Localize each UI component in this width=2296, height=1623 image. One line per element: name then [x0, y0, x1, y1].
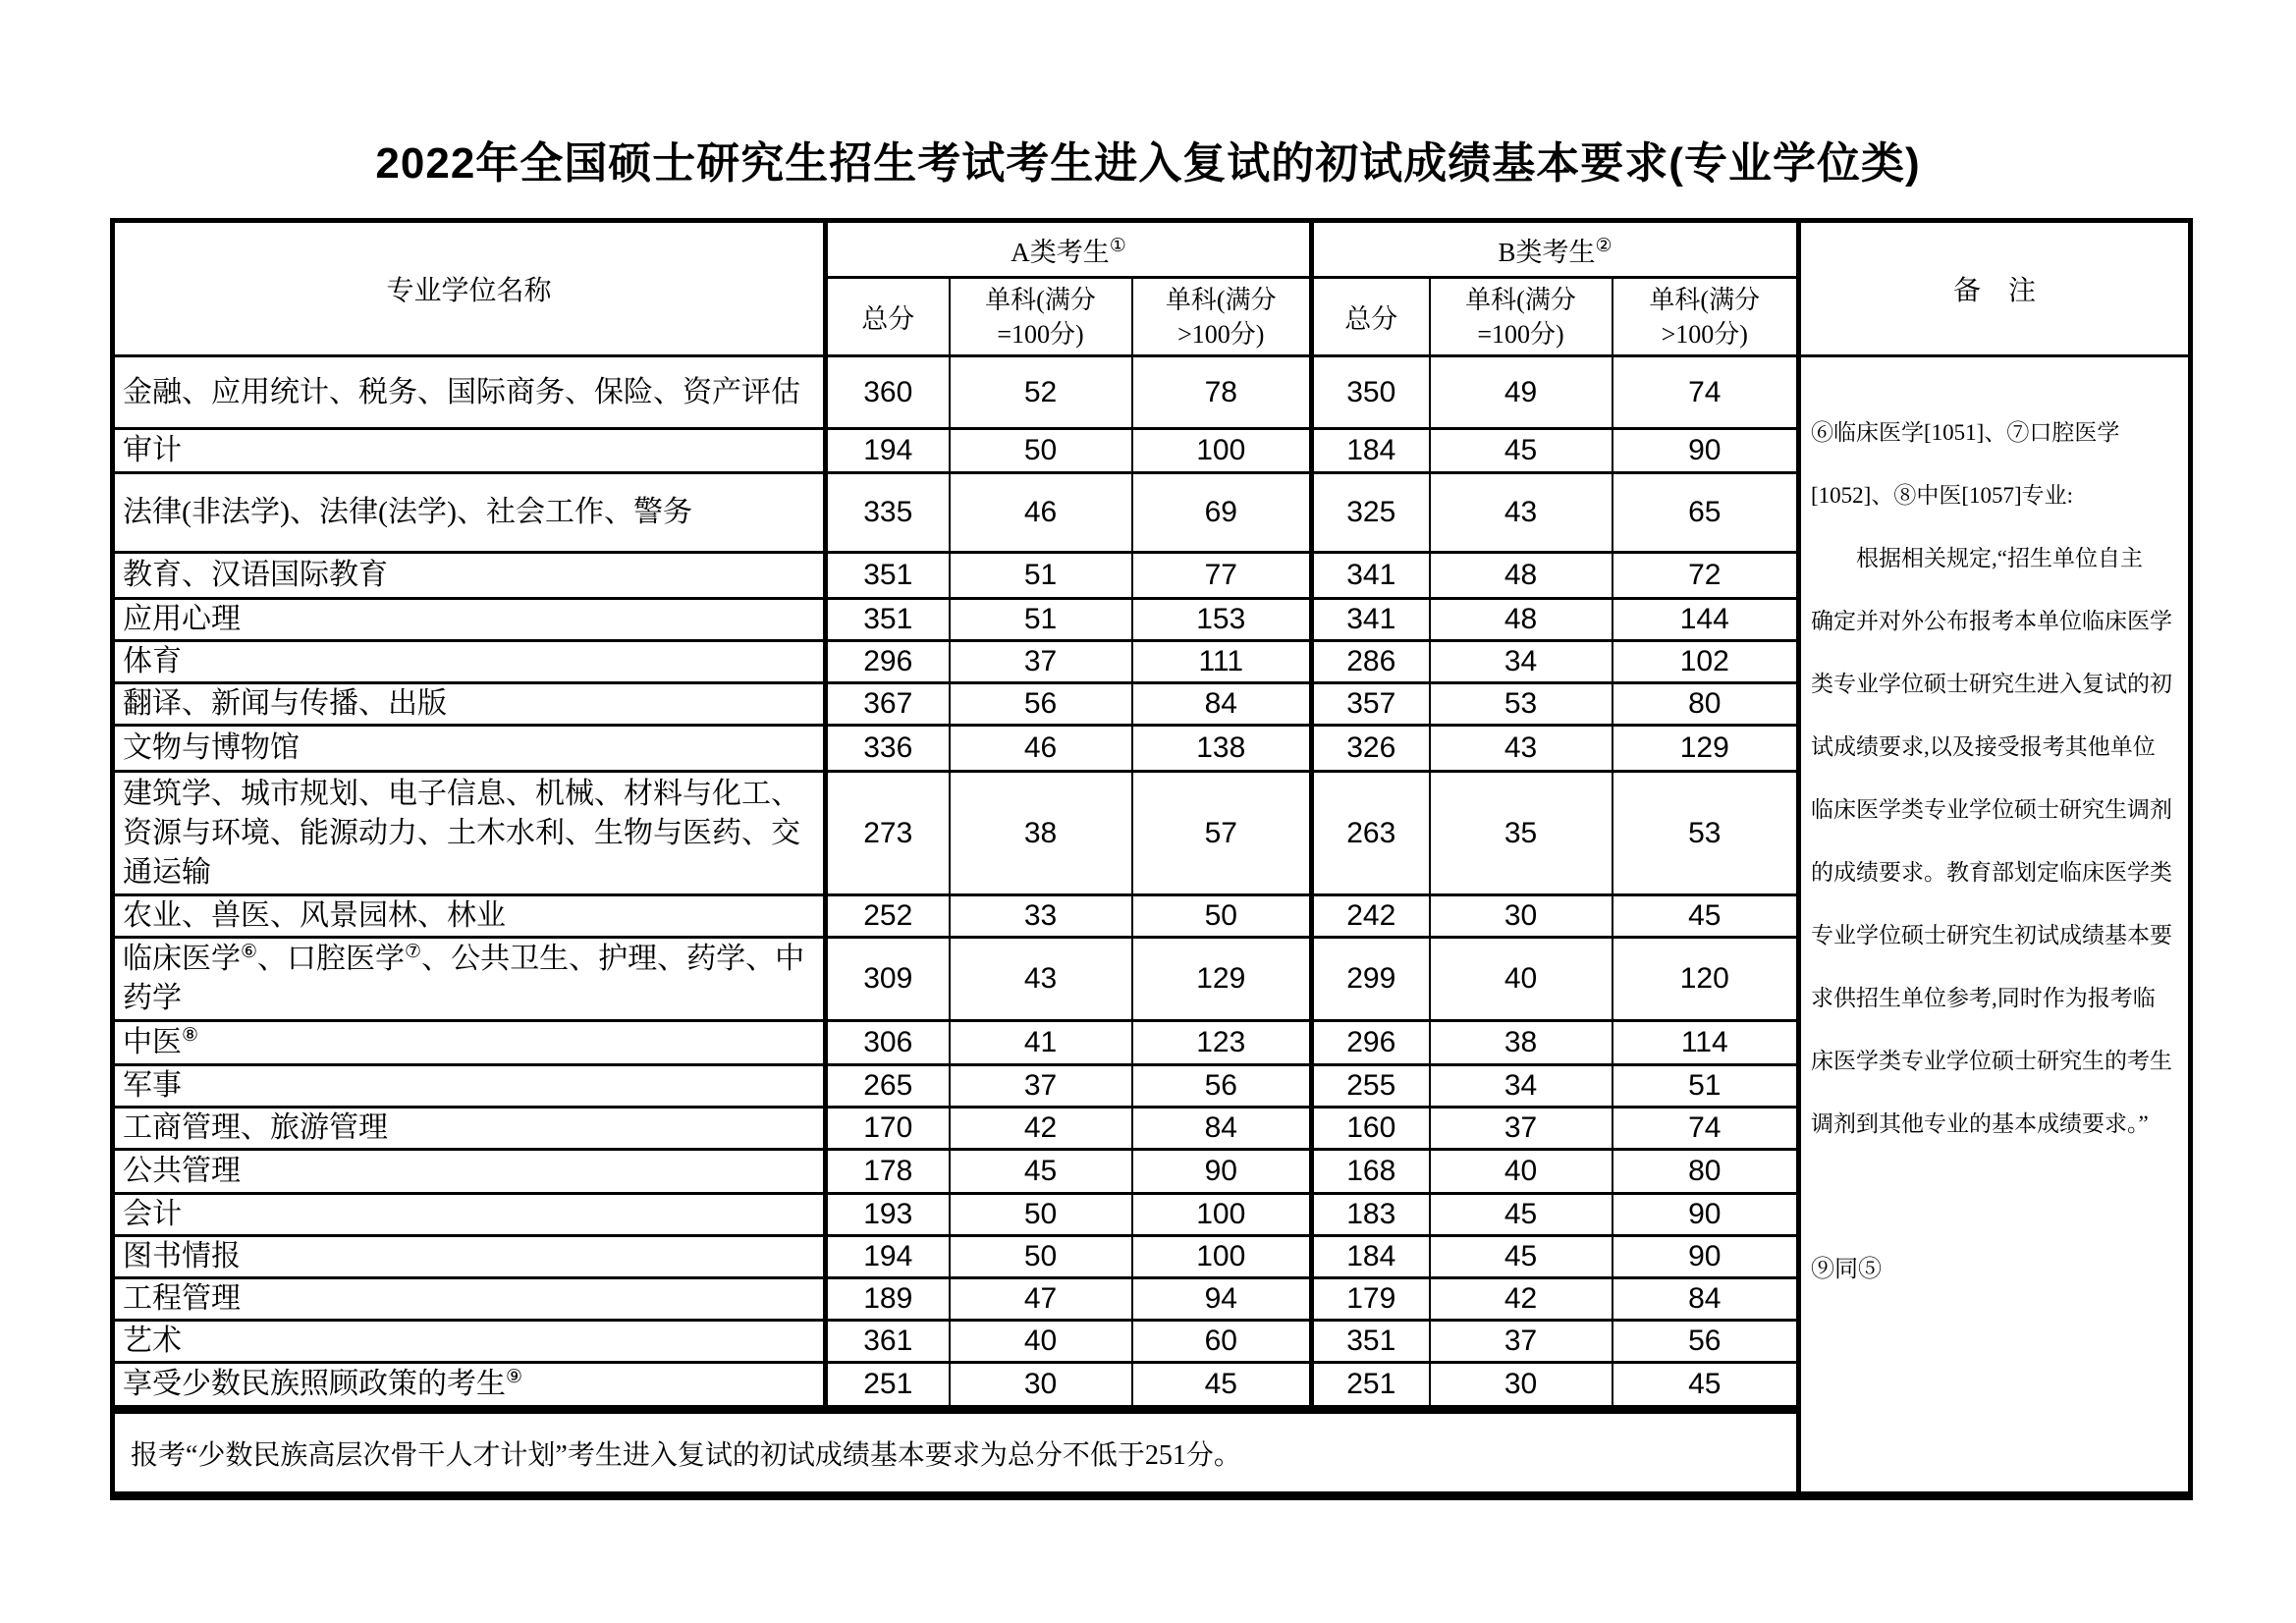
cell-b-eq100: 43 [1430, 473, 1613, 553]
header-b-eq100-line1: 单科(满分 [1465, 285, 1576, 314]
cell-b-gt100: 129 [1613, 726, 1799, 772]
cell-b-eq100: 35 [1430, 772, 1613, 895]
cell-a-total: 336 [826, 726, 950, 772]
cell-a-gt100: 60 [1132, 1321, 1312, 1363]
cell-b-gt100: 102 [1613, 641, 1799, 683]
cell-degree-name: 应用心理 [113, 599, 826, 641]
remark-line: 的成绩要求。教育部划定临床医学类 [1811, 860, 2173, 885]
cell-degree-name: 文物与博物馆 [113, 726, 826, 772]
cell-b-eq100: 38 [1430, 1021, 1613, 1065]
cell-a-gt100: 90 [1132, 1150, 1312, 1194]
cell-degree-name: 法律(非法学)、法律(法学)、社会工作、警务 [113, 473, 826, 553]
cell-b-eq100: 49 [1430, 356, 1613, 429]
header-b-eq100 [1430, 278, 1613, 356]
cell-b-total: 263 [1312, 772, 1430, 895]
header-a-total: 总分 [826, 278, 950, 356]
cell-b-gt100: 51 [1613, 1065, 1799, 1108]
cell-b-gt100: 90 [1613, 429, 1799, 473]
cell-a-total: 193 [826, 1194, 950, 1236]
cell-b-gt100: 74 [1613, 356, 1799, 429]
cell-a-total: 309 [826, 938, 950, 1021]
header-row-groups [113, 221, 2191, 278]
cell-degree-name: 会计 [113, 1194, 826, 1236]
remark-line: 确定并对外公布报考本单位临床医学 [1811, 609, 2173, 633]
cell-b-total: 350 [1312, 356, 1430, 429]
remark-line: 试成绩要求,以及接受报考其他单位 [1811, 734, 2156, 759]
cell-b-eq100: 40 [1430, 1150, 1613, 1194]
cell-a-total: 170 [826, 1108, 950, 1150]
cell-a-eq100: 38 [950, 772, 1132, 895]
header-group-a-label: A类考生 [1011, 237, 1110, 267]
cell-b-gt100: 144 [1613, 599, 1799, 641]
header-group-a [826, 221, 1312, 278]
remark-line: ⑥临床医学[1051]、⑦口腔医学 [1811, 420, 2120, 445]
cell-degree-name: 翻译、新闻与传播、出版 [113, 683, 826, 726]
cell-b-total: 242 [1312, 895, 1430, 938]
header-b-total: 总分 [1312, 278, 1430, 356]
cell-a-eq100: 37 [950, 641, 1132, 683]
cell-b-gt100: 120 [1613, 938, 1799, 1021]
cell-b-gt100: 53 [1613, 772, 1799, 895]
cell-b-total: 184 [1312, 429, 1430, 473]
header-b-eq100-line2: =100分) [1477, 319, 1564, 349]
header-group-b-label: B类考生 [1498, 237, 1596, 267]
cell-b-eq100: 42 [1430, 1278, 1613, 1321]
cell-a-gt100: 94 [1132, 1278, 1312, 1321]
cell-degree-name: 审计 [113, 429, 826, 473]
cell-a-total: 252 [826, 895, 950, 938]
cell-b-total: 351 [1312, 1321, 1430, 1363]
cell-degree-name: 临床医学⑥、口腔医学⑦、公共卫生、护理、药学、中药学 [113, 938, 826, 1021]
cell-a-gt100: 78 [1132, 356, 1312, 429]
table-row [113, 356, 2191, 429]
cell-a-eq100: 30 [950, 1363, 1132, 1410]
remark-text [1801, 357, 2188, 1285]
header-b-gt100-line2: >100分) [1661, 319, 1748, 349]
cell-a-total: 306 [826, 1021, 950, 1065]
cell-a-eq100: 56 [950, 683, 1132, 726]
cell-a-gt100: 57 [1132, 772, 1312, 895]
cell-b-eq100: 45 [1430, 429, 1613, 473]
cell-a-total: 351 [826, 553, 950, 599]
header-a-eq100 [950, 278, 1132, 356]
cell-a-total: 251 [826, 1363, 950, 1410]
cell-degree-name: 金融、应用统计、税务、国际商务、保险、资产评估 [113, 356, 826, 429]
cell-b-gt100: 72 [1613, 553, 1799, 599]
cell-a-total: 335 [826, 473, 950, 553]
remark-line: 床医学类专业学位硕士研究生的考生 [1811, 1049, 2173, 1073]
score-table [110, 218, 2193, 1500]
header-group-a-sup: ① [1109, 235, 1126, 256]
cell-b-gt100: 45 [1613, 1363, 1799, 1410]
header-a-eq100-line2: =100分) [997, 319, 1084, 349]
header-b-gt100 [1613, 278, 1799, 356]
remark-content [1799, 356, 2191, 1496]
cell-a-eq100: 33 [950, 895, 1132, 938]
header-a-gt100-line1: 单科(满分 [1165, 285, 1277, 314]
cell-a-total: 194 [826, 429, 950, 473]
cell-b-total: 325 [1312, 473, 1430, 553]
cell-a-gt100: 50 [1132, 895, 1312, 938]
cell-a-total: 361 [826, 1321, 950, 1363]
cell-a-gt100: 100 [1132, 1236, 1312, 1278]
cell-b-total: 160 [1312, 1108, 1430, 1150]
cell-b-total: 251 [1312, 1363, 1430, 1410]
cell-a-gt100: 138 [1132, 726, 1312, 772]
cell-a-total: 351 [826, 599, 950, 641]
cell-a-eq100: 46 [950, 726, 1132, 772]
header-degree-name: 专业学位名称 [113, 221, 826, 356]
cell-a-eq100: 37 [950, 1065, 1132, 1108]
cell-b-total: 184 [1312, 1236, 1430, 1278]
cell-degree-name: 体育 [113, 641, 826, 683]
cell-b-gt100: 90 [1613, 1194, 1799, 1236]
cell-degree-name: 享受少数民族照顾政策的考生⑨ [113, 1363, 826, 1410]
cell-a-total: 265 [826, 1065, 950, 1108]
cell-degree-name: 工程管理 [113, 1278, 826, 1321]
cell-b-eq100: 37 [1430, 1321, 1613, 1363]
cell-b-gt100: 84 [1613, 1278, 1799, 1321]
cell-b-eq100: 40 [1430, 938, 1613, 1021]
cell-b-gt100: 80 [1613, 1150, 1799, 1194]
cell-degree-name: 教育、汉语国际教育 [113, 553, 826, 599]
cell-degree-name: 军事 [113, 1065, 826, 1108]
remark-line: 求供招生单位参考,同时作为报考临 [1811, 986, 2156, 1010]
cell-b-gt100: 74 [1613, 1108, 1799, 1150]
cell-a-total: 194 [826, 1236, 950, 1278]
cell-a-eq100: 46 [950, 473, 1132, 553]
footer-note: 报考“少数民族高层次骨干人才计划”考生进入复试的初试成绩基本要求为总分不低于251分。 [113, 1410, 1799, 1496]
cell-b-total: 179 [1312, 1278, 1430, 1321]
cell-a-gt100: 56 [1132, 1065, 1312, 1108]
cell-b-total: 299 [1312, 938, 1430, 1021]
cell-b-total: 296 [1312, 1021, 1430, 1065]
cell-a-eq100: 45 [950, 1150, 1132, 1194]
header-b-gt100-line1: 单科(满分 [1649, 285, 1761, 314]
cell-a-gt100: 100 [1132, 429, 1312, 473]
cell-b-eq100: 34 [1430, 641, 1613, 683]
remark-line: 根据相关规定,“招生单位自主 [1811, 546, 2143, 570]
cell-a-gt100: 129 [1132, 938, 1312, 1021]
remark-line: 专业学位硕士研究生初试成绩基本要 [1811, 923, 2173, 947]
remark-line: 类专业学位硕士研究生进入复试的初 [1811, 672, 2173, 696]
remark-note: ⑨同⑤ [1811, 1257, 1883, 1282]
cell-a-total: 360 [826, 356, 950, 429]
cell-a-gt100: 84 [1132, 683, 1312, 726]
remark-line: 临床医学类专业学位硕士研究生调剂 [1811, 797, 2173, 822]
cell-degree-name: 农业、兽医、风景园林、林业 [113, 895, 826, 938]
cell-a-total: 296 [826, 641, 950, 683]
table-body [113, 356, 2191, 1496]
cell-a-eq100: 51 [950, 553, 1132, 599]
cell-a-eq100: 50 [950, 1236, 1132, 1278]
cell-b-eq100: 43 [1430, 726, 1613, 772]
cell-a-total: 273 [826, 772, 950, 895]
cell-b-total: 183 [1312, 1194, 1430, 1236]
cell-a-eq100: 43 [950, 938, 1132, 1021]
cell-a-total: 178 [826, 1150, 950, 1194]
cell-a-eq100: 50 [950, 429, 1132, 473]
cell-b-eq100: 30 [1430, 1363, 1613, 1410]
cell-b-eq100: 53 [1430, 683, 1613, 726]
cell-b-total: 168 [1312, 1150, 1430, 1194]
page-title: 2022年全国硕士研究生招生考试考生进入复试的初试成绩基本要求(专业学位类) [375, 139, 1921, 188]
cell-a-eq100: 52 [950, 356, 1132, 429]
cell-b-eq100: 45 [1430, 1194, 1613, 1236]
cell-b-eq100: 48 [1430, 599, 1613, 641]
cell-b-total: 255 [1312, 1065, 1430, 1108]
table-header [113, 221, 2191, 356]
cell-a-eq100: 41 [950, 1021, 1132, 1065]
header-remark: 备 注 [1799, 221, 2191, 356]
cell-b-eq100: 30 [1430, 895, 1613, 938]
header-group-b [1312, 221, 1799, 278]
cell-a-gt100: 69 [1132, 473, 1312, 553]
cell-a-eq100: 51 [950, 599, 1132, 641]
cell-b-eq100: 45 [1430, 1236, 1613, 1278]
remark-line: 调剂到其他专业的基本成绩要求。” [1811, 1111, 2149, 1136]
header-a-eq100-line1: 单科(满分 [985, 285, 1096, 314]
cell-a-gt100: 84 [1132, 1108, 1312, 1150]
cell-b-eq100: 37 [1430, 1108, 1613, 1150]
cell-degree-name: 工商管理、旅游管理 [113, 1108, 826, 1150]
cell-a-total: 189 [826, 1278, 950, 1321]
cell-b-gt100: 65 [1613, 473, 1799, 553]
cell-b-gt100: 80 [1613, 683, 1799, 726]
cell-a-gt100: 100 [1132, 1194, 1312, 1236]
header-a-gt100 [1132, 278, 1312, 356]
cell-a-gt100: 123 [1132, 1021, 1312, 1065]
header-group-b-sup: ② [1595, 235, 1613, 256]
cell-b-total: 326 [1312, 726, 1430, 772]
cell-b-gt100: 114 [1613, 1021, 1799, 1065]
cell-b-total: 357 [1312, 683, 1430, 726]
cell-b-eq100: 34 [1430, 1065, 1613, 1108]
cell-b-total: 286 [1312, 641, 1430, 683]
cell-b-gt100: 90 [1613, 1236, 1799, 1278]
cell-a-gt100: 77 [1132, 553, 1312, 599]
cell-a-gt100: 153 [1132, 599, 1312, 641]
cell-b-gt100: 56 [1613, 1321, 1799, 1363]
cell-a-gt100: 111 [1132, 641, 1312, 683]
cell-b-total: 341 [1312, 599, 1430, 641]
cell-degree-name: 公共管理 [113, 1150, 826, 1194]
cell-b-gt100: 45 [1613, 895, 1799, 938]
cell-a-eq100: 40 [950, 1321, 1132, 1363]
cell-a-gt100: 45 [1132, 1363, 1312, 1410]
cell-degree-name: 建筑学、城市规划、电子信息、机械、材料与化工、资源与环境、能源动力、土木水利、生物与医药、交通运输 [113, 772, 826, 895]
cell-a-eq100: 50 [950, 1194, 1132, 1236]
cell-degree-name: 艺术 [113, 1321, 826, 1363]
header-a-gt100-line2: >100分) [1177, 319, 1265, 349]
cell-a-eq100: 42 [950, 1108, 1132, 1150]
remark-line: [1052]、⑧中医[1057]专业: [1811, 483, 2074, 508]
cell-b-total: 341 [1312, 553, 1430, 599]
cell-a-eq100: 47 [950, 1278, 1132, 1321]
cell-degree-name: 图书情报 [113, 1236, 826, 1278]
cell-degree-name: 中医⑧ [113, 1021, 826, 1065]
cell-a-total: 367 [826, 683, 950, 726]
cell-b-eq100: 48 [1430, 553, 1613, 599]
